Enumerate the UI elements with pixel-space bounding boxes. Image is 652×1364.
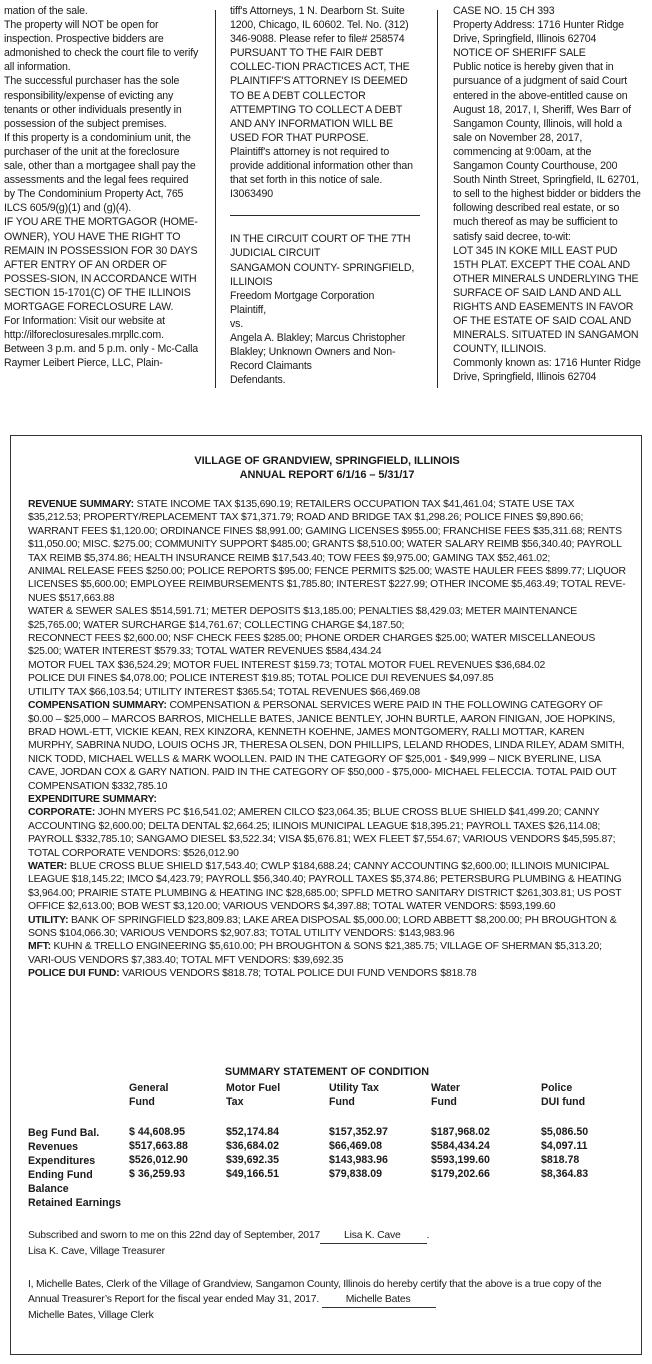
table-cell: $143,983.96 (329, 1154, 388, 1166)
section-text: VARIOUS VENDORS $818.78; TOTAL POLICE DUI FUND VENDORS $818.78 (119, 968, 477, 980)
row-label: Beg Fund Bal. (28, 1127, 100, 1139)
section-text: STATE INCOME TAX $135,690.19; RETAILERS OCCUPATION TAX $41,461.04; STATE USE TAX $35,212.53; PROPERTY/REPLACEMENT TAX $71,371.79; ROAD AND BRIDGE TAX $1,298.26; POLICE FINES $9,890.66; WARRANT FEES $1,120.00; ORDINANCE FINES $8,991.00; GAMING LICENSES $955.00; FRANCHISE FEES $35,311.68; RENTS $11,050.00; MISC. $275.00; COMMUNITY SUPPORT $485.00; GRANTS $8,510.00; WATER SALARY REIMB $56,340.40; PAYROLL TAX REIMB $5,374.86; HEALTH INSURANCE REIMB $17,543.40; TOW FEES $9,975.00; GAMING TAX $52,461.02; (28, 499, 622, 564)
legal-description: LOT 345 IN KOKE MILL EAST PUD 15TH PLAT. EXCEPT THE COAL AND OTHER MINERALS UNDERLYING THE SURFACE OF SAID LAND AND ALL RIGHTS AND EASEMENTS IN FAVOR OF THE ESTATE OF SAID COAL AND MINERALS. SITUATED IN SANGAMON COUNTY, ILLINOIS. (453, 244, 639, 356)
notice-paragraph: mation of the sale. (4, 5, 88, 17)
report-body (28, 498, 628, 981)
section-text: MOTOR FUEL TAX $36,524.29; MOTOR FUEL INTEREST $159.73; TOTAL MOTOR FUEL REVENUES $36,684.02 (28, 659, 546, 671)
section-text: UTILITY TAX $66,103.54; UTILITY INTEREST $365.54; TOTAL REVENUES $66,469.08 (28, 686, 420, 698)
table-row (129, 1126, 621, 1140)
case-number: CASE NO. 15 CH 393 (453, 5, 555, 17)
annual-report-box (10, 435, 642, 1355)
column-header: Fund (431, 1096, 457, 1108)
section-label: REVENUE SUMMARY: (28, 499, 134, 510)
table-cell: $584,434.24 (431, 1140, 490, 1152)
notice-paragraph: For Information: Visit our website at http://ilforeclosuresales.mrpllc.com. Between 3 p.m. and 5 p.m. only - Mc-Calla Raymer Leibert Pierce, LLC, Plain- (4, 315, 199, 370)
notice-paragraph: tiff's Attorneys, 1 N. Dearborn St. Suite 1200, Chicago, IL 60602. Tel. No. (312) 346-9088. Please refer to file# 258574 PURSUANT TO THE FAIR DEBT COLLEC-TION PRACTICES ACT, THE PLAINTIFF'S ATTORNEY IS DEEMED TO BE A DEBT COLLECTOR ATTEMPTING TO COLLECT A DEBT AND ANY INFORMATION WILL BE USED FOR THAT PURPOSE. (230, 5, 410, 144)
treasurer-name: Lisa K. Cave, Village Treasurer (28, 1246, 165, 1257)
certify-text: I, Michelle Bates, Clerk of the Village of Grandview, Sangamon County, Illinois do hereby certify that the above is a true copy of the Annual Treasurer’s Report for the fiscal year ended May 31, 2017. (28, 1279, 602, 1305)
table-cell: $ 44,608.95 (129, 1126, 185, 1138)
table-cell: $179,202.66 (431, 1168, 490, 1180)
mft-expenditures (28, 940, 628, 967)
table-row (129, 1168, 621, 1182)
table-row (129, 1140, 621, 1154)
table-cell: $79,838.09 (329, 1168, 383, 1180)
summary-table (129, 1082, 621, 1182)
sworn-text: Subscribed and sworn to me on this 22nd day of September, 2017 (28, 1230, 321, 1241)
section-text: BANK OF SPRINGFIELD $23,809.83; LAKE AREA DISPOSAL $5,000.00; LORD ABBETT $8,200.00; PH BROUGHTON & SONS $104,066.30; VARIOUS VENDORS $2,907.83; TOTAL UTILITY VENDORS: $143,983.96 (28, 914, 617, 939)
section-text: BLUE CROSS BLUE SHIELD $17,543.40; CWLP $184,688.24; CANNY ACCOUNTING $2,600.00; ILLINOIS MUNICIPAL LEAGUE $18,145.22; IMCO $4,423.79; PAYROLL $56,340.40; PAYROLL TAXES $5,374.86; PETERSBURG PLUMBING & HEATING $3,964.00; PRAIRIE STATE PLUMBING & HEATING INC $28,685.00; SPFLD METRO SANITARY DISTRICT $261,303.81; US POST OFFICE $2,613.00; BOB WEST $3,120.00; VARIOUS VENDORS $4,397.88; TOTAL WATER VENDORS: $593,199.60 (28, 860, 622, 913)
notice-paragraph: If this property is a condominium unit, the purchaser of the unit at the foreclosure sale, other than a mortgagee shall pay the assessments and the legal fees required by The Condominium Property Act, 765 ILCS 605/9(g)(1) and (g)(4). (4, 131, 196, 215)
revenue-continued (28, 565, 628, 605)
table-row (129, 1154, 621, 1168)
column-header: Fund (329, 1096, 355, 1108)
table-cell: $187,968.02 (431, 1126, 490, 1138)
certify-line (28, 1277, 628, 1308)
notice-column-2 (230, 4, 420, 387)
notice-paragraph: The property will NOT be open for inspection. Prospective bidders are admonished to check the court file to verify all information. (4, 19, 199, 74)
table-cell: $157,352.97 (329, 1126, 388, 1138)
column-header: Fund (129, 1096, 155, 1108)
utility-tax-revenues (28, 686, 628, 699)
summary-title: SUMMARY STATEMENT OF CONDITION (224, 1066, 430, 1078)
column-header: Water (431, 1082, 461, 1094)
court-heading: IN THE CIRCUIT COURT OF THE 7TH JUDICIAL CIRCUIT (230, 233, 411, 260)
table-cell: $818.78 (541, 1154, 580, 1166)
section-text: COMPENSATION & PERSONAL SERVICES WERE PAID IN THE FOLLOWING CATEGORY OF $0.00 – $25,000 – MARCOS BARROS, MICHELLE BATES, JANICE BENTLEY, JOHN BURTLE, AARON FINIGAN, JOE HOPKINS, BRAD HOWL-ETT, VICKIE KEAN, REX KINZORA, KENNETH KOEHNE, JAMES MONTGOMERY, RALLI MOTTAR, KAREN MURPHY, SABRINA NUDO, LOUIS OCHS JR, THERESA OLSEN, DON PHILLIPS, LELAND RHODES, LINDA RILEY, ADAM SMITH, NICK TODD, MICHAEL WELLS & MARK WOOLLEN. PAID IN THE CATEGORY OF $25,001 - $49,999 – NICK BYERLINE, LISA CAVE, JORDAN COX & GARY NATION. PAID IN THE CATEGORY OF $50,000 - $75,000- MICHAEL FELECCIA. TOTAL PAID OUT COMPENSATION $332,785.10 (28, 700, 625, 792)
notice-paragraph: Plaintiff's attorney is not required to provide additional information other than that set forth in this notice of sale. (230, 145, 413, 187)
utility-expenditures (28, 914, 628, 941)
section-text: ANIMAL RELEASE FEES $250.00; POLICE REPORTS $95.00; FENCE PERMITS $25.00; WASTE HAULER FEES $899.77; LIQUOR LICENSES $5,600.00; EMPLOYEE REIMBURSEMENTS $1,785.80; INTEREST $227.99; OTHER INCOME $5,463.49; TOTAL REVE-NUES $517,663.88 (28, 566, 626, 604)
section-label: WATER: (28, 860, 68, 872)
section-text: POLICE DUI FINES $4,078.00; POLICE INTEREST $19.85; TOTAL POLICE DUI REVENUES $4,097.85 (28, 673, 494, 685)
defendant-names: Angela A. Blakley; Marcus Christopher Blakley; Unknown Owners and Non-Record Claimants (230, 331, 406, 373)
table-cell: $593,199.60 (431, 1154, 490, 1166)
police-dui-expenditures (28, 967, 628, 980)
clerk-certification (28, 1277, 628, 1323)
notice-paragraph: The successful purchaser has the sole responsibility/expense of evicting any tenants or other individuals presently in possession of the subject premises. (4, 75, 182, 130)
section-label: CORPORATE: (28, 807, 96, 819)
court-county: SANGAMON COUNTY- SPRINGFIELD, ILLINOIS (230, 261, 415, 288)
expenditure-summary (28, 793, 628, 806)
table-cell: $517,663.88 (129, 1140, 188, 1152)
revenue-summary (28, 498, 628, 565)
row-label: Retained Earnings (28, 1197, 122, 1209)
table-cell: $36,684.02 (226, 1140, 280, 1152)
report-title-line-2: ANNUAL REPORT 6/1/16 – 5/31/17 (239, 469, 415, 481)
notice-separator (230, 215, 420, 216)
notice-column-1 (4, 4, 201, 370)
summary-spacer (129, 1110, 621, 1126)
column-header: DUI fund (541, 1096, 586, 1108)
column-header: General (129, 1082, 169, 1094)
table-cell: $4,097.11 (541, 1140, 588, 1152)
section-text: KUHN & TRELLO ENGINEERING $5,610.00; PH BROUGHTON & SONS $21,385.75; VILLAGE OF SHERMAN $5,313.20; VARI-OUS VENDORS $7,383.40; TOTAL MFT VENDORS: $39,692.35 (28, 941, 602, 966)
section-text: RECONNECT FEES $2,600.00; NSF CHECK FEES $285.00; PHONE ORDER CHARGES $25.00; WATER MISCELLANEOUS $25.00; WATER INTEREST $579.33; TOTAL WATER REVENUES $584,434.24 (28, 633, 596, 658)
notice-paragraph: IF YOU ARE THE MORTGAGOR (HOME-OWNER), YOU HAVE THE RIGHT TO REMAIN IN POSSESSION FOR 30 DAYS AFTER ENTRY OF AN ORDER OF POSSES-SION, IN ACCORDANCE WITH SECTION 15-1701(C) OF THE ILLINOIS MORTGAGE FORECLOSURE LAW. (4, 216, 198, 313)
column-divider (437, 10, 438, 388)
table-cell: $39,692.35 (226, 1154, 280, 1166)
compensation-summary (28, 699, 628, 793)
column-header: Motor Fuel (226, 1082, 281, 1094)
motor-fuel-revenues (28, 659, 628, 672)
row-label: Expenditures (28, 1155, 96, 1167)
row-label: Balance (28, 1183, 69, 1195)
common-address: Commonly known as: 1716 Hunter Ridge Drive, Springfield, Illinois 62704 (453, 357, 641, 384)
section-label: POLICE DUI FUND: (28, 968, 120, 980)
property-address: Property Address: 1716 Hunter Ridge Drive, Springfield, Illinois 62704 (453, 19, 624, 46)
notice-column-3 (453, 4, 643, 385)
water-revenues (28, 605, 628, 632)
table-cell: $ 36,259.93 (129, 1168, 185, 1180)
sworn-trail: . (426, 1230, 430, 1241)
sworn-line (28, 1228, 628, 1244)
column-header: Tax (226, 1096, 244, 1108)
report-title-line-1: VILLAGE OF GRANDVIEW, SPRINGFIELD, ILLINOIS (194, 455, 460, 467)
corporate-expenditures (28, 806, 628, 860)
section-text: WATER & SEWER SALES $514,591.71; METER DEPOSITS $13,185.00; PENALTIES $8,429.03; METER MAINTENANCE $25,765.00; WATER SURCHARGE $14,761.67; COLLECTING CHARGE $4,187.50; (28, 606, 578, 631)
table-cell: $52,174.84 (226, 1126, 280, 1138)
sworn-statement (28, 1228, 628, 1259)
table-cell: $526,012.90 (129, 1154, 188, 1166)
summary-header-row (129, 1096, 621, 1110)
water-expenditures (28, 860, 628, 914)
section-label: EXPENDITURE SUMMARY: (28, 793, 157, 805)
row-label: Ending Fund (28, 1169, 93, 1181)
defendants-label: Defendants. (230, 374, 286, 387)
notice-heading: NOTICE OF SHERIFF SALE (453, 47, 586, 60)
section-text: JOHN MYERS PC $16,541.02; AMEREN CILCO $23,064.35; BLUE CROSS BLUE SHIELD $41,499.20; CANNY ACCOUNTING $2,600.00; DELTA DENTAL $2,664.25; ILINOIS MUNICIPAL LEAGUE $18,395.21; PAYROLL TAXES $26,114.08; PAYROLL $332,785.10; SANGAMO DIESEL $3,522.34; VISA $5,676.81; WEX FLEET $7,554.67; VARIOUS VENDORS $45,595.87; TOTAL CORPORATE VENDORS: $526,012.90 (28, 807, 616, 859)
treasurer-signature: Lisa K. Cave (320, 1228, 427, 1244)
table-cell: $5,086.50 (541, 1126, 589, 1138)
notice-id: I3063490 (230, 188, 273, 201)
report-title (11, 454, 643, 482)
water-revenues-continued (28, 632, 628, 659)
versus-label: vs. (230, 317, 244, 330)
police-dui-revenues (28, 672, 628, 685)
plaintiff-name: Freedom Mortgage Corporation (230, 289, 375, 302)
summary-header-row (129, 1082, 621, 1096)
row-label: Revenues (28, 1141, 79, 1153)
clerk-signature: Michelle Bates (322, 1292, 437, 1308)
section-label: MFT: (28, 941, 51, 953)
legal-notice-columns (0, 4, 652, 388)
summary-row-labels (28, 1126, 121, 1210)
table-cell: $66,469.08 (329, 1140, 383, 1152)
table-cell: $8,364.83 (541, 1168, 589, 1180)
clerk-name: Michelle Bates, Village Clerk (28, 1310, 154, 1321)
column-header: Utility Tax (329, 1082, 379, 1094)
table-cell: $49,166.51 (226, 1168, 280, 1180)
plaintiff-label: Plaintiff, (230, 303, 266, 316)
section-label: UTILITY: (28, 914, 69, 926)
column-header: Police (541, 1082, 573, 1094)
section-label: COMPENSATION SUMMARY: (28, 700, 167, 712)
column-divider (215, 10, 216, 388)
notice-paragraph: Public notice is hereby given that in pursuance of a judgment of said Court entered in the above-entitled cause on August 18, 2017, I, Sheriff, Wes Barr of Sangamon County, Illinois, will hold a sale on November 28, 2017, commencing at 9:00am, at the Sangamon County Courthouse, 200 South Ninth Street, Springfield, IL 62701, to sell to the highest bidder or bidders the following described real estate, or so much thereof as may be sufficient to satisfy said decree, to-wit: (453, 61, 641, 243)
